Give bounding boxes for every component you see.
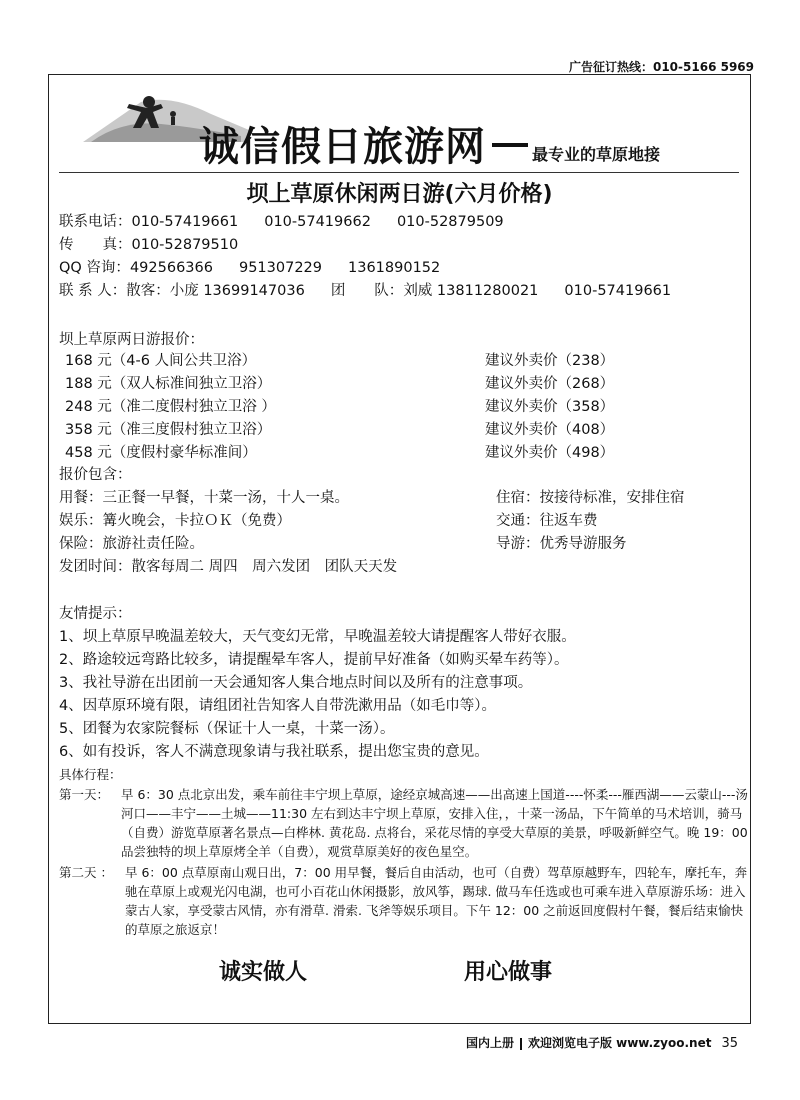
include-right: 导游：优秀导游服务 xyxy=(496,536,627,552)
price-value: 458 元（度假村豪华标准间） xyxy=(65,445,257,461)
tip-item: 2、路途较远弯路比较多，请提醒晕车客人，提前早好准备（如购买晕车药等）。 xyxy=(59,652,569,668)
include-left: 用餐：三正餐一早餐，十菜一汤，十人一桌。 xyxy=(59,490,349,506)
price-list xyxy=(65,349,725,464)
price-row xyxy=(65,372,725,395)
suggested-price: 建议外卖价（238） xyxy=(485,353,615,369)
day-two-text: 早 6：00 点草原南山观日出，7：00 用早餐，餐后自由活动，也可（自费）驾草原越野车，四轮车，摩托车，奔驰在草原上或观光闪电湖，也可小百花山休闲摄影，放风筝，踢球. 做马车任选或也可乘车进入草原游乐场：进入蒙古人家，享受蒙古风情，亦有滑草. 滑索. 飞斧等娱乐项目。下午 12：00 之前返回度假村午餐，餐后结束愉快的草原之旅返京！ xyxy=(125,865,748,937)
brand-dash xyxy=(492,143,528,147)
suggested-price: 建议外卖价（498） xyxy=(485,445,615,461)
suggested-price: 建议外卖价（268） xyxy=(485,376,615,392)
tip-item: 3、我社导游在出团前一天会通知客人集合地点时间以及所有的注意事项。 xyxy=(59,675,533,691)
person-line xyxy=(59,280,749,303)
tips-block xyxy=(59,602,749,764)
day-one-label: 第一天： xyxy=(59,787,110,802)
price-value: 248 元（准二度假村独立卫浴 ） xyxy=(65,399,276,415)
ad-hotline: 广告征订热线：010-5166 5969 xyxy=(568,60,754,74)
phone-3: 010-52879509 xyxy=(396,214,504,230)
motto-right: 用心做事 xyxy=(464,959,553,985)
tip-item: 4、因草原环境有限，请组团社告知客人自带洗漱用品（如毛巾等）。 xyxy=(59,698,496,714)
price-row xyxy=(65,349,725,372)
brand-slogan: 最专业的草原地接 xyxy=(532,145,661,164)
qq-line xyxy=(59,257,749,280)
day-two xyxy=(59,863,749,939)
include-left: 保险：旅游社责任险。 xyxy=(59,536,204,552)
tip-item: 5、团餐为农家院餐标（保证十人一桌，十菜一汤）。 xyxy=(59,721,395,737)
price-row xyxy=(65,395,725,418)
departure-schedule: 发团时间：散客每周二 周四 周六发团 团队天天发 xyxy=(59,559,398,575)
price-heading: 坝上草原两日游报价： xyxy=(59,332,204,348)
group-phone: 010-57419661 xyxy=(564,283,672,299)
tips-heading: 友情提示： xyxy=(59,606,132,622)
group-label: 团 队： xyxy=(330,283,404,299)
includes-row xyxy=(59,532,749,555)
phone-2: 010-57419662 xyxy=(264,214,371,230)
brand-divider xyxy=(59,172,739,173)
page-number: 35 xyxy=(721,1036,738,1051)
include-right: 交通：往返车费 xyxy=(496,513,598,529)
page-title: 坝上草原休闲两日游(六月价格) xyxy=(246,182,553,207)
phone-1: 010-57419661 xyxy=(131,214,239,230)
individual-contact: 散客：小庞 13699147036 xyxy=(126,283,305,299)
brand-name: 诚信假日旅游网 xyxy=(199,124,486,170)
fax-number: 010-52879510 xyxy=(131,237,239,253)
qq-2: 951307229 xyxy=(238,260,322,276)
include-left: 娱乐：篝火晚会，卡拉ＯＫ（免费） xyxy=(59,513,291,529)
day-one xyxy=(59,785,749,861)
suggested-price: 建议外卖价（358） xyxy=(485,399,615,415)
qq-label: QQ 咨询： xyxy=(59,260,130,276)
itinerary-block xyxy=(59,765,749,941)
price-row xyxy=(65,418,725,441)
group-contact: 刘威 13811280021 xyxy=(403,283,539,299)
motto-left: 诚实做人 xyxy=(219,959,308,985)
qq-3: 1361890152 xyxy=(348,260,441,276)
suggested-price: 建议外卖价（408） xyxy=(485,422,615,438)
footer-tagline: 欢迎浏览电子版 www.zyoo.net xyxy=(527,1036,712,1050)
includes-heading: 报价包含： xyxy=(59,467,132,483)
price-value: 358 元（准三度假村独立卫浴） xyxy=(65,422,272,438)
includes-block xyxy=(59,463,749,578)
includes-row xyxy=(59,486,749,509)
price-row xyxy=(65,441,725,464)
itinerary-heading: 具体行程： xyxy=(59,767,122,782)
price-value: 168 元（4-6 人间公共卫浴） xyxy=(65,353,257,369)
day-one-text: 早 6：30 点北京出发，乘车前往丰宁坝上草原，途经京城高速——出高速上国道----怀柔---雁西湖——云蒙山---汤河口——丰宁——土城——11:30 左右到达丰宁坝上草原，安排入住，，十菜一汤品，下午简单的马术培训，骑马（自费）游览草原著名景点—白桦林. 黄花岛. 点将台，采花尽情的享受大草原的美景，呼吸新鲜空气。晚 19：00 品尝独特的坝上草原烤全羊（自费），观赏草原美好的夜色星空。 xyxy=(121,787,748,859)
fax-line xyxy=(59,234,749,257)
footer-separator xyxy=(520,1038,522,1050)
page-footer xyxy=(466,1034,738,1051)
day-two-label: 第二天 ： xyxy=(59,865,113,880)
ad-frame xyxy=(48,74,751,1024)
qq-1: 492566366 xyxy=(129,260,213,276)
fax-label: 传 真： xyxy=(59,237,132,253)
tip-item: 6、如有投诉，客人不满意现象请与我社联系，提出您宝贵的意见。 xyxy=(59,744,489,760)
footer-section: 国内上册 xyxy=(465,1036,514,1050)
price-value: 188 元（双人标准间独立卫浴） xyxy=(65,376,272,392)
include-right: 住宿：按接待标准，安排住宿 xyxy=(496,490,685,506)
brand-heading xyxy=(199,115,660,172)
tip-item: 1、坝上草原早晚温差较大，天气变幻无常，早晚温差较大请提醒客人带好衣服。 xyxy=(59,629,576,645)
phone-line xyxy=(59,211,749,234)
phone-label: 联系电话： xyxy=(59,214,132,230)
person-label: 联 系 人： xyxy=(59,283,127,299)
includes-row xyxy=(59,509,749,532)
contact-block xyxy=(59,211,749,303)
